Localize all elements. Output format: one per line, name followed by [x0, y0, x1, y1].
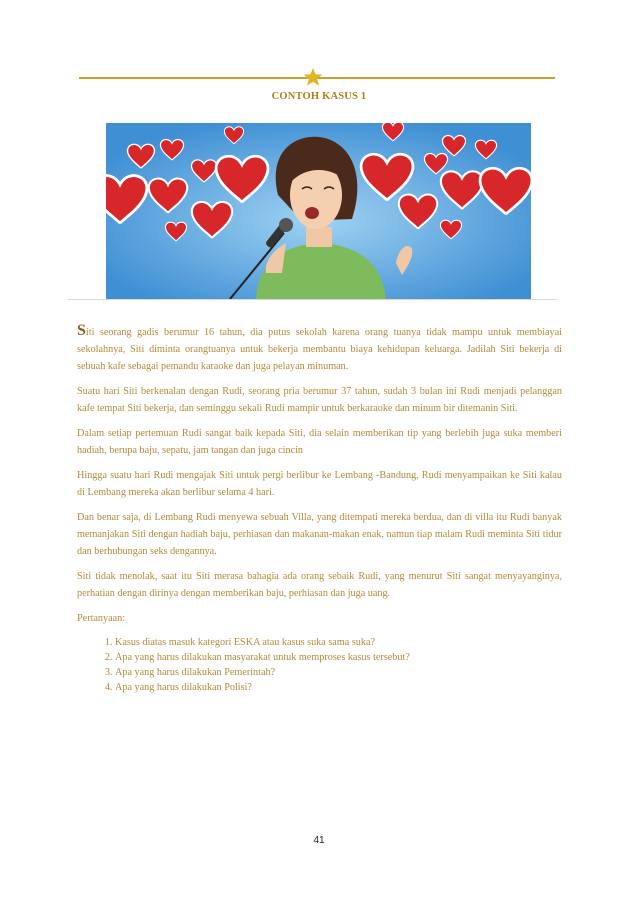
question-item: 1. Kasus diatas masuk kategori ESKA atau kasus suka sama suka?	[115, 635, 562, 650]
story-body	[77, 324, 562, 695]
story-paragraph-5: Dan benar saja, di Lembang Rudi menyewa sebuah Villa, yang ditempati mereka berdua, dan di villa itu Rudi banyak memanjakan Siti dengan hadiah baju, perhiasan dan makanan-makan enak, namun tiap malam Rudi meminta Siti tidur dan berhubungan seks dengannya.	[77, 512, 562, 557]
story-paragraph-4: Hingga suatu hari Rudi mengajak Siti untuk pergi berlibur ke Lembang -Bandung, Rudi menyampaikan ke Siti kalau di Lembang mereka akan berlibur selama 4 hari.	[77, 470, 562, 498]
story-paragraph-1	[77, 324, 562, 375]
questions-heading: Pertanyaan:	[77, 613, 126, 624]
page-number: 41	[313, 835, 325, 846]
story-paragraph-3: Dalam setiap pertemuan Rudi sangat baik kepada Siti, dia selain memberikan tip yang berlebih juga suka memberi hadiah, berupa baju, sepatu, jam tangan dan juga cincin	[77, 428, 562, 456]
karaoke-illustration	[106, 123, 531, 299]
story-paragraph-2: Suatu hari Siti berkenalan dengan Rudi, seorang pria berumur 37 tahun, sudah 3 bulan ini Rudi menjadi pelanggan kafe tempat Siti bekerja, dan seminggu sekali Rudi mampir untuk berkaraoke dan minum bir ditemanin Siti.	[77, 386, 562, 414]
questions-list	[77, 635, 562, 695]
star-icon	[303, 67, 323, 87]
paragraph-text: iti seorang gadis berumur 16 tahun, dia putus sekolah karena orang tuanya tidak mampu untuk membiayai sekolahnya, Siti diminta orangtuanya untuk bekerja membantu biaya kehidupan keluarga. Jadilah Siti bekerja di sebuah kafe sebagai pemandu karaoke dan juga pelayan minuman.	[77, 327, 562, 372]
question-item: 2. Apa yang harus dilakukan masyarakat untuk memproses kasus tersebut?	[115, 650, 562, 665]
question-item: 3. Apa yang harus dilakukan Pemerintah?	[115, 665, 562, 680]
dropcap-letter: S	[77, 322, 86, 339]
question-item: 4. Apa yang harus dilakukan Polisi?	[115, 680, 562, 695]
image-baseline	[68, 299, 557, 300]
story-paragraph-6: Siti tidak menolak, saat itu Siti merasa bahagia ada orang sebaik Rudi, yang menurut Siti sangat menyayanginya, perhatian dengan dirinya dengan memberikan baju, perhiasan dan juga uang.	[77, 571, 562, 599]
case-title: CONTOH KASUS 1	[271, 91, 367, 102]
